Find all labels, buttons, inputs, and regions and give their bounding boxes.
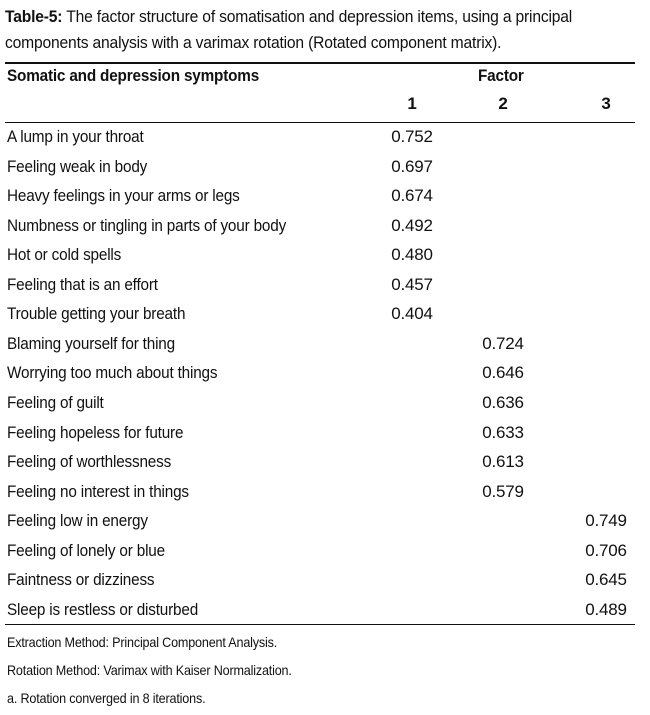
table-row-symptom: Feeling of lonely or blue (7, 541, 165, 560)
footnote-line: a. Rotation converged in 8 iterations. (7, 690, 206, 706)
table-row-symptom: Feeling that is an effort (7, 275, 158, 294)
loading-f1: 0.697 (391, 157, 433, 176)
footnote-line: Rotation Method: Varimax with Kaiser Normalization. (7, 662, 292, 678)
loading-f1: 0.752 (391, 127, 433, 146)
table-figure (5, 4, 635, 56)
table-row-symptom: Feeling of worthlessness (7, 452, 172, 471)
loading-f1: 0.492 (391, 216, 433, 235)
table-row-symptom: Numbness or tingling in parts of your body (7, 216, 287, 235)
factor-3-header: 3 (601, 94, 611, 113)
factor-2-header: 2 (498, 94, 508, 113)
table-row-symptom: Sleep is restless or disturbed (7, 600, 199, 619)
loading-f1: 0.457 (391, 275, 433, 294)
loading-f2: 0.646 (482, 363, 524, 382)
table-row-symptom: Feeling hopeless for future (7, 423, 184, 442)
table-row-symptom: Feeling weak in body (7, 157, 148, 176)
loading-f3: 0.706 (585, 541, 627, 560)
loading-f1: 0.480 (391, 245, 433, 264)
footnote-line: Extraction Method: Principal Component Analysis. (7, 634, 278, 650)
loading-f2: 0.579 (482, 482, 524, 501)
top-rule (5, 62, 635, 64)
loading-f3: 0.645 (585, 570, 627, 589)
loading-f2: 0.633 (482, 423, 524, 442)
loading-f3: 0.489 (585, 600, 627, 619)
loading-f1: 0.674 (391, 186, 433, 205)
table-row-symptom: Worrying too much about things (7, 363, 218, 382)
table-row-symptom: Feeling low in energy (7, 511, 148, 530)
table-row-symptom: Feeling no interest in things (7, 482, 189, 501)
caption-text: The factor structure of somatisation and depression items, using a principal components analysis with a varimax rotation (Rotated component matrix). (5, 7, 573, 52)
table-row-symptom: A lump in your throat (7, 127, 144, 146)
loading-f3: 0.749 (585, 511, 627, 530)
table-row-symptom: Feeling of guilt (7, 393, 104, 412)
symptom-column-header: Somatic and depression symptoms (7, 66, 260, 85)
loading-f1: 0.404 (391, 304, 433, 323)
loading-f2: 0.636 (482, 393, 524, 412)
table-row-symptom: Faintness or dizziness (7, 570, 155, 589)
table-row-symptom: Trouble getting your breath (7, 304, 186, 323)
loading-f2: 0.613 (482, 452, 524, 471)
table-caption (5, 4, 634, 56)
table-label: Table-5: (5, 7, 63, 26)
factor-1-header: 1 (407, 94, 417, 113)
header-rule (5, 122, 635, 123)
table-row-symptom: Hot or cold spells (7, 245, 122, 264)
table-row-symptom: Blaming yourself for thing (7, 334, 175, 353)
bottom-rule (5, 624, 635, 625)
table-row-symptom: Heavy feelings in your arms or legs (7, 186, 240, 205)
loading-f2: 0.724 (482, 334, 524, 353)
factor-column-header: Factor (478, 66, 524, 85)
